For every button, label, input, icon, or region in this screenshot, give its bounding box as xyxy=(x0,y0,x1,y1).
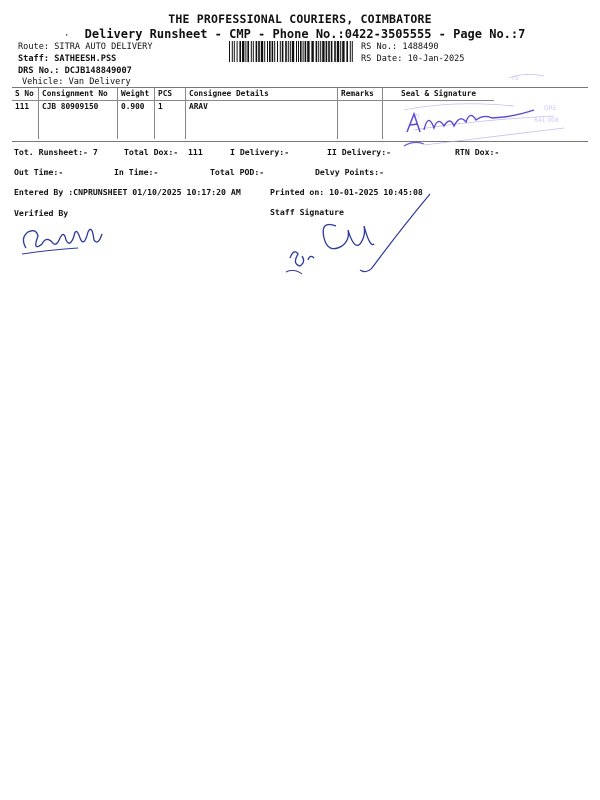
rs-number: RS No.: 1488490 xyxy=(361,42,439,52)
barcode-bar xyxy=(318,41,319,62)
barcode-bar xyxy=(269,41,271,62)
barcode-bar xyxy=(288,41,289,62)
col-header-remarks: Remarks xyxy=(338,88,383,101)
delvy-points: Delvy Points:- xyxy=(315,167,385,177)
verifier-signature xyxy=(18,218,113,260)
total-dox-value: 111 xyxy=(188,147,203,157)
barcode-bar xyxy=(342,41,344,62)
barcode-bar xyxy=(229,41,230,62)
barcode-bar xyxy=(290,41,291,62)
cell-remarks xyxy=(338,101,383,140)
barcode-bar xyxy=(311,41,313,62)
cell-weight: 0.900 xyxy=(118,101,155,140)
printed-on: Printed on: 10-01-2025 10:45:08 xyxy=(270,187,423,197)
cell-consignment: CJB 80909150 xyxy=(39,101,118,140)
stray-mark: · xyxy=(64,31,70,41)
barcode-bar xyxy=(326,41,328,62)
barcode-bar xyxy=(296,41,297,62)
barcode-bar xyxy=(237,41,238,62)
barcode-bar xyxy=(337,41,339,62)
tot-runsheet: Tot. Runsheet:- 7 xyxy=(14,147,98,157)
verified-by-label: Verified By xyxy=(14,208,69,218)
svg-text:rS: rS xyxy=(512,75,519,82)
barcode-bar xyxy=(264,41,265,62)
svg-text:641 008: 641 008 xyxy=(534,117,559,124)
barcode-bar xyxy=(307,41,309,62)
cell-consignee: ARAV xyxy=(186,101,338,140)
barcode-bar xyxy=(292,41,294,62)
barcode-bar xyxy=(242,41,244,62)
barcode-bar xyxy=(282,41,284,62)
barcode-bar xyxy=(346,41,348,62)
barcode-bar xyxy=(251,41,252,62)
barcode-bar xyxy=(328,41,330,62)
total-pod: Total POD:- xyxy=(210,167,265,177)
barcode-bar xyxy=(234,41,235,62)
col-header-sno: S No xyxy=(12,88,39,101)
barcode-bar xyxy=(316,41,318,62)
barcode-bar xyxy=(305,41,307,62)
runsheet-title: Delivery Runsheet - CMP - Phone No.:0422-3505555 - Page No.:7 xyxy=(84,27,526,41)
drs-number: DRS No.: DCJB148849007 xyxy=(18,66,132,76)
staff-field: Staff: SATHEESH.PSS xyxy=(18,54,117,64)
barcode-bar xyxy=(285,41,287,62)
col-header-consignee: Consignee Details xyxy=(186,88,338,101)
cell-sno: 111 xyxy=(12,101,39,140)
in-time: In Time:- xyxy=(114,167,159,177)
rs-date: RS Date: 10-Jan-2025 xyxy=(361,54,465,64)
barcode-bar xyxy=(300,41,302,62)
staff-signature xyxy=(280,190,440,285)
barcode-bar xyxy=(256,41,258,62)
col-header-pcs: PCS xyxy=(155,88,186,101)
barcode-bar xyxy=(298,41,299,62)
barcode-bar xyxy=(320,41,321,62)
svg-text:Pr: Pr xyxy=(414,113,420,120)
out-time: Out Time:- xyxy=(14,167,64,177)
barcode-bar xyxy=(334,41,336,62)
barcode-bar xyxy=(267,41,268,62)
barcode-bar xyxy=(322,41,324,62)
total-dox-label: Total Dox:- xyxy=(124,147,179,157)
barcode-bar xyxy=(331,41,333,62)
col-header-weight: Weight xyxy=(118,88,155,101)
staff-signature-label: Staff Signature xyxy=(270,207,344,217)
ii-delivery: II Delivery:- xyxy=(327,147,392,157)
vehicle-field: Vehicle: Van Delivery xyxy=(22,77,131,87)
col-header-consignment: Consignment No xyxy=(39,88,118,101)
barcode-bar xyxy=(258,41,260,62)
barcode-bar xyxy=(261,41,263,62)
barcode-bar xyxy=(303,41,304,62)
barcode-bar xyxy=(280,41,281,62)
barcode-bar xyxy=(277,41,278,62)
barcode-bar xyxy=(247,41,249,62)
barcode-bar xyxy=(232,41,233,62)
barcode-bar xyxy=(274,41,275,62)
barcode-image xyxy=(229,41,354,62)
col-header-seal: Seal & Signature xyxy=(383,88,495,101)
route-field: Route: SITRA AUTO DELIVERY xyxy=(18,42,153,52)
svg-text:ORE: ORE xyxy=(544,105,557,112)
rtn-dox: RTN Dox:- xyxy=(455,147,500,157)
cell-pcs: 1 xyxy=(155,101,186,140)
barcode-bar xyxy=(352,41,353,62)
entered-by: Entered By :CNPRUNSHEET 01/10/2025 10:17:20 AM xyxy=(14,187,241,197)
barcode-bar xyxy=(272,41,274,62)
barcode-bar xyxy=(350,41,351,62)
barcode-bar xyxy=(239,41,241,62)
barcode-bar xyxy=(245,41,246,62)
i-delivery: I Delivery:- xyxy=(230,147,290,157)
barcode-bar xyxy=(340,41,341,62)
barcode-bar xyxy=(253,41,254,62)
company-name: THE PROFESSIONAL COURIERS, COIMBATORE xyxy=(168,12,432,26)
